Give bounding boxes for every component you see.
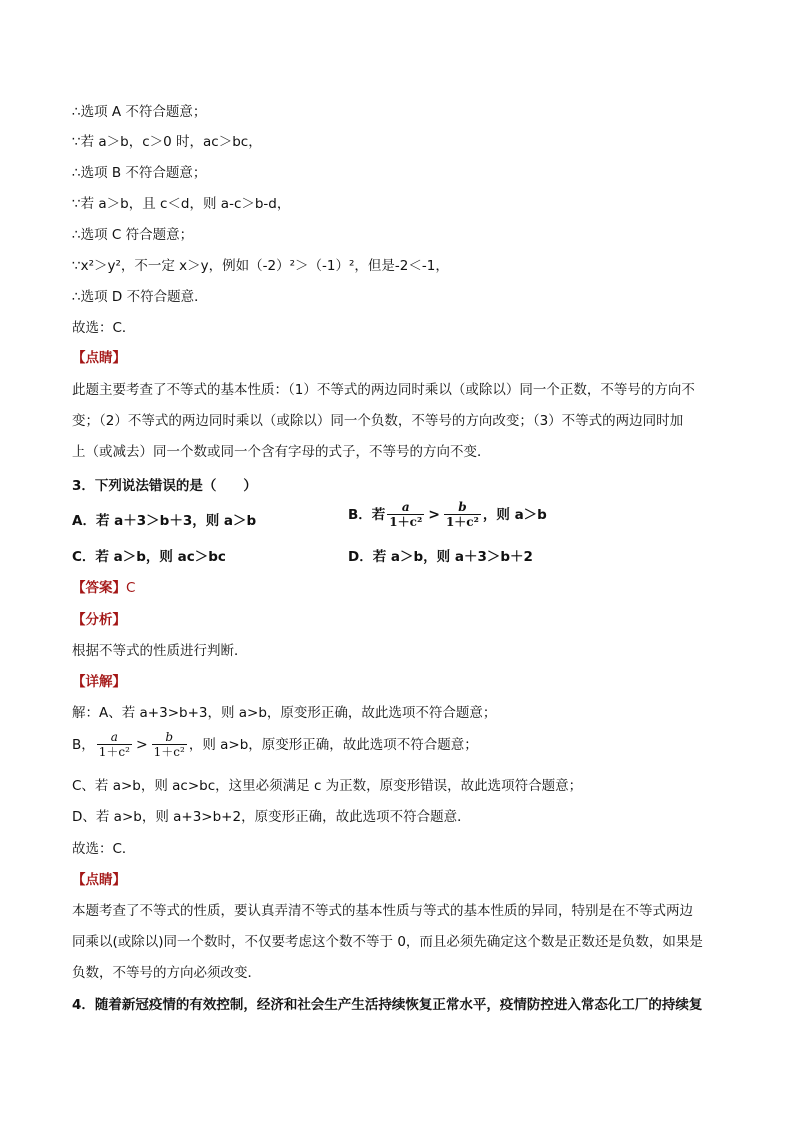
text-line: ∵若 a＞b，c＞0 时，ac＞bc， [72, 134, 262, 150]
fraction [444, 500, 481, 529]
paragraph-line: 变；（2）不等式的两边同时乘以（或除以）同一个负数，不等号的方向改变；（3）不等式的两边同时加 [72, 413, 684, 429]
fraction-numerator: a [401, 500, 410, 514]
paragraph-line: 负数，不等号的方向必须改变． [72, 965, 261, 981]
answer-label: 【答案】 [72, 580, 126, 596]
fraction-numerator: b [458, 500, 467, 514]
detail-b-prefix: B， [72, 736, 95, 753]
fraction [97, 730, 132, 759]
fraction [152, 730, 187, 759]
greater-than-sign: > [135, 736, 148, 753]
fraction-numerator: b [165, 730, 174, 744]
option-a: A．若 a＋3＞b＋3，则 a＞b [72, 513, 257, 529]
greater-than-sign: > [428, 506, 440, 523]
text-line: ∵x²＞y²，不一定 x＞y，例如（-2）²＞（-1）²，但是-2＜-1， [72, 258, 449, 274]
option-b-prefix: B．若 [348, 506, 386, 523]
fraction-denominator: 1＋c² [445, 515, 479, 529]
fraction [387, 500, 424, 529]
answer-value: C [126, 580, 136, 596]
paragraph-line: 上（或减去）同一个数或同一个含有字母的式子，不等号的方向不变． [72, 444, 491, 460]
section-label-detail: 【详解】 [72, 674, 126, 690]
option-d: D．若 a＞b，则 a＋3＞b＋2 [348, 549, 533, 565]
text-line: 故选：C． [72, 320, 136, 336]
detail-line-a: 解：A、若 a+3>b+3，则 a>b，原变形正确，故此选项不符合题意； [72, 705, 497, 721]
text-line: ∵若 a＞b，且 c＜d，则 a-c＞b-d， [72, 196, 291, 212]
paragraph-line: 同乘以(或除以)同一个数时，不仅要考虑这个数不等于 0，而且必须先确定这个数是正数还是负数，如果是 [72, 934, 703, 950]
option-c: C．若 a＞b，则 ac＞bc [72, 549, 226, 565]
text-line: ∴选项 A 不符合题意； [72, 104, 207, 120]
section-label-analysis: 【分析】 [72, 612, 126, 628]
fraction-denominator: 1＋c² [98, 745, 130, 759]
choice-line: 故选：C． [72, 841, 136, 857]
section-label-tip: 【点睛】 [72, 872, 126, 888]
detail-b-suffix: ，则 a>b，原变形正确，故此选项不符合题意； [188, 736, 478, 753]
detail-line-d: D、若 a>b，则 a+3>b+2，原变形正确，故此选项不符合题意． [72, 809, 471, 825]
fraction-numerator: a [110, 730, 118, 744]
text-line: ∴选项 C 符合题意； [72, 227, 194, 243]
paragraph-line: 此题主要考查了不等式的基本性质：（1）不等式的两边同时乘以（或除以）同一个正数，不等号的方向不 [72, 382, 695, 398]
detail-line-c: C、若 a>b，则 ac>bc，这里必须满足 c 为正数，原变形错误，故此选项符合题意； [72, 778, 583, 794]
paragraph-line: 本题考查了不等式的性质，要认真弄清不等式的基本性质与等式的基本性质的异同，特别是在不等式两边 [72, 903, 693, 919]
section-label-tip: 【点睛】 [72, 350, 126, 366]
question-stem: 3．下列说法错误的是（ ） [72, 478, 257, 494]
text-line: ∴选项 B 不符合题意； [72, 165, 207, 181]
option-b [348, 500, 547, 529]
text-line: ∴选项 D 不符合题意． [72, 289, 208, 305]
fraction-denominator: 1＋c² [153, 745, 185, 759]
question-stem: 4．随着新冠疫情的有效控制，经济和社会生产生活持续恢复正常水平，疫情防控进入常态化工厂的持续复 [72, 997, 703, 1013]
analysis-text: 根据不等式的性质进行判断． [72, 643, 248, 659]
detail-line-b [72, 730, 478, 759]
option-b-suffix: ，则 a＞b [482, 506, 547, 523]
answer-row [72, 578, 135, 598]
fraction-denominator: 1＋c² [389, 515, 423, 529]
